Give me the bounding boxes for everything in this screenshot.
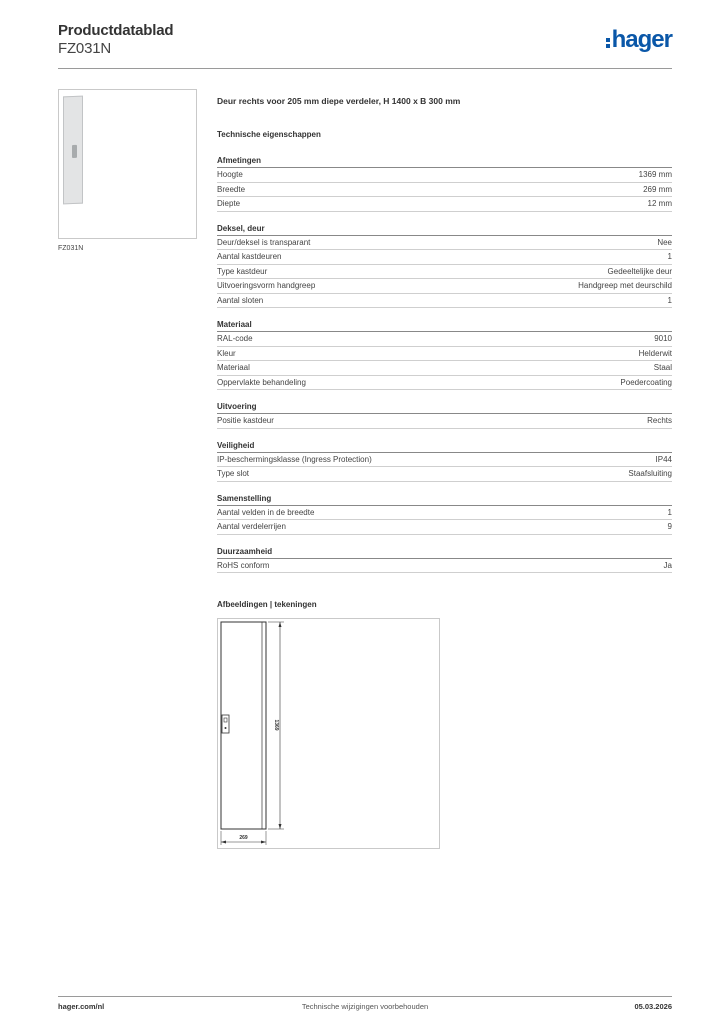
property-row (217, 467, 672, 482)
property-label: RAL-code (217, 334, 253, 343)
property-value: 269 mm (643, 184, 672, 194)
section-spacer (217, 429, 672, 439)
property-row (217, 520, 672, 535)
hager-logo (606, 28, 672, 52)
spec-sections (217, 154, 672, 583)
property-row (217, 168, 672, 183)
height-dim-label: 1369 (273, 719, 279, 731)
property-row (217, 414, 672, 429)
property-label: Uitvoeringsvorm handgreep (217, 281, 316, 290)
height-dim-arrow-top (279, 622, 282, 627)
property-label: Aantal kastdeuren (217, 252, 282, 261)
property-value: Handgreep met deurschild (578, 281, 672, 290)
property-label: Deur/deksel is transparant (217, 237, 311, 247)
property-row (217, 236, 672, 251)
property-label: IP-beschermingsklasse (Ingress Protection) (217, 454, 372, 464)
product-image-caption: FZ031N (58, 245, 84, 252)
property-value: 12 mm (647, 199, 672, 208)
section-spacer (217, 390, 672, 400)
spec-section (217, 545, 672, 584)
property-label: Aantal sloten (217, 295, 264, 305)
property-value: Helderwit (638, 348, 672, 358)
door-image (63, 96, 83, 205)
property-row (217, 347, 672, 362)
page-footer (58, 996, 672, 1012)
door-handle-image (72, 145, 77, 158)
property-label: Oppervlakte behandeling (217, 377, 306, 387)
door-dimension-drawing (218, 619, 441, 850)
section-spacer (217, 482, 672, 492)
product-description: Deur rechts voor 205 mm diepe verdeler, H 1400 x B 300 mm (217, 96, 461, 106)
product-code: FZ031N (58, 40, 111, 57)
property-value: Nee (657, 237, 672, 247)
property-label: Aantal verdelerrijen (217, 522, 286, 531)
tech-properties-heading: Technische eigenschappen (217, 130, 321, 139)
section-spacer (217, 212, 672, 222)
property-value: Staafsluiting (628, 469, 672, 478)
logo-wordmark: hager (611, 26, 672, 53)
property-value: IP44 (655, 454, 672, 464)
property-row (217, 250, 672, 265)
product-specs (217, 96, 672, 583)
technical-drawing (217, 618, 440, 849)
spec-section (217, 318, 672, 400)
page-title: Productdatablad (58, 22, 174, 39)
property-value: Ja (663, 560, 672, 570)
footer-date: 05.03.2026 (634, 1002, 672, 1011)
spec-section (217, 439, 672, 492)
spec-section (217, 400, 672, 439)
property-row (217, 559, 672, 574)
property-value: 9 (667, 522, 672, 531)
property-value: 1 (667, 252, 672, 261)
section-title: Veiligheid (217, 439, 672, 453)
spec-section (217, 492, 672, 545)
section-spacer (217, 573, 672, 583)
property-value: 1369 mm (638, 170, 672, 179)
section-title: Uitvoering (217, 400, 672, 414)
section-title: Samenstelling (217, 492, 672, 506)
property-label: Positie kastdeur (217, 416, 274, 425)
property-row (217, 332, 672, 347)
property-value: 9010 (654, 334, 672, 343)
logo-dots-icon (606, 38, 610, 48)
property-value: 1 (667, 507, 672, 517)
property-label: Breedte (217, 184, 246, 194)
property-label: Diepte (217, 199, 241, 208)
figures-heading: Afbeeldingen | tekeningen (217, 600, 317, 609)
property-label: Type slot (217, 469, 250, 478)
spec-section (217, 222, 672, 319)
width-dim-arrow-right (261, 841, 266, 844)
property-value: Rechts (647, 416, 672, 425)
property-label: Kleur (217, 348, 236, 358)
property-value: Staal (653, 363, 672, 372)
property-row (217, 279, 672, 294)
spec-section (217, 154, 672, 222)
handle-lock-dot (225, 727, 227, 729)
property-row (217, 294, 672, 309)
property-label: Aantal velden in de breedte (217, 507, 315, 517)
property-label: Hoogte (217, 170, 243, 179)
property-row (217, 376, 672, 391)
property-value: Poedercoating (620, 377, 672, 387)
property-label: RoHS conform (217, 560, 270, 570)
property-row (217, 506, 672, 521)
property-value: 1 (667, 295, 672, 305)
section-title: Duurzaamheid (217, 545, 672, 559)
property-value: Gedeeltelijke deur (607, 266, 672, 276)
width-dim-arrow-left (221, 841, 226, 844)
footer-website: hager.com/nl (58, 1002, 105, 1011)
height-dim-arrow-bottom (279, 824, 282, 829)
footer-notice: Technische wijzigingen voorbehouden (301, 1002, 429, 1011)
section-title: Deksel, deur (217, 222, 672, 236)
section-spacer (217, 308, 672, 318)
product-image (58, 89, 197, 239)
width-dim-label: 269 (239, 835, 248, 841)
property-label: Materiaal (217, 363, 250, 372)
property-row (217, 183, 672, 198)
section-spacer (217, 535, 672, 545)
section-title: Afmetingen (217, 154, 672, 168)
property-row (217, 197, 672, 212)
property-row (217, 265, 672, 280)
property-row (217, 361, 672, 376)
section-title: Materiaal (217, 318, 672, 332)
property-row (217, 453, 672, 468)
page-header (58, 20, 672, 69)
property-label: Type kastdeur (217, 266, 268, 276)
